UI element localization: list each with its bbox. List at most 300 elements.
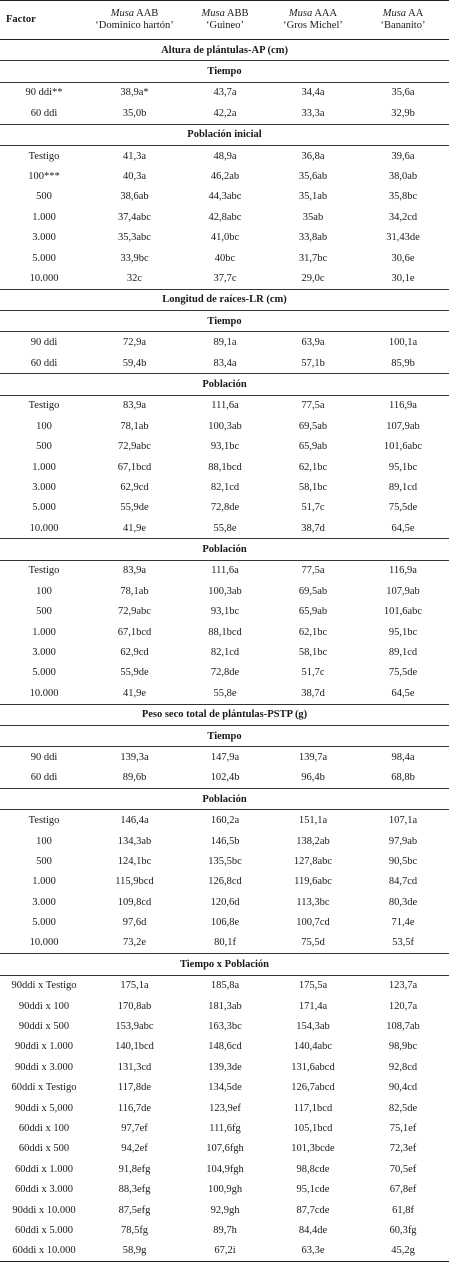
cell-value: 51,7c <box>301 502 325 514</box>
row-label: 90 ddi <box>30 751 58 763</box>
cell-value: 109,8cd <box>117 896 152 908</box>
cell-value: 181,3ab <box>208 1000 242 1012</box>
cell-value: 90,5bc <box>388 855 418 867</box>
cell-value: 101,3bcde <box>291 1143 335 1155</box>
cell-value: 111,6a <box>211 565 239 577</box>
cultivar-label: ‘Gros Michel’ <box>283 20 343 31</box>
row-label: 1.000 <box>32 876 56 888</box>
cell-value: 134,5de <box>208 1082 242 1094</box>
row-label: 60ddi x 10.000 <box>0 1241 88 1262</box>
cell-value: 89,1cd <box>388 481 418 493</box>
cell-value: 42,2a <box>181 103 269 124</box>
cell-value: 72,8de <box>210 502 240 514</box>
table-row <box>0 831 449 851</box>
row-label: 5.000 <box>32 502 56 514</box>
cell-value: 33,9bc <box>120 252 149 264</box>
row-label: Testigo <box>28 815 60 827</box>
table-row <box>0 1241 449 1262</box>
cell-value: 40,3a <box>122 171 147 183</box>
cell-value: 67,2i <box>181 1241 269 1262</box>
genus-label: Musa <box>288 8 313 19</box>
cell-value: 88,1bcd <box>208 626 242 638</box>
cell-value: 101,6abc <box>383 606 423 618</box>
row-label: 10.000 <box>0 933 88 954</box>
cell-value: 69,5ab <box>298 420 328 432</box>
cell-value: 126,7abcd <box>291 1082 335 1094</box>
cell-value: 87,5efg <box>118 1204 151 1216</box>
group-header-row <box>0 311 449 332</box>
cell-value: 41,9e <box>88 518 181 539</box>
row-label: 90ddi x 5,000 <box>14 1102 74 1114</box>
cell-value: 147,9a <box>210 751 240 763</box>
cell-value: 89,6b <box>88 768 181 789</box>
genome-label: AAA <box>314 8 338 19</box>
row-label: 3.000 <box>32 481 56 493</box>
cell-value: 35,1ab <box>298 191 328 203</box>
row-label: Testigo <box>28 565 60 577</box>
row-label: 60ddi x 3.000 <box>14 1184 74 1196</box>
cell-value: 71,4e <box>391 917 415 929</box>
row-label: 1.000 <box>32 626 56 638</box>
cell-value: 62,1bc <box>298 626 328 638</box>
table-row <box>0 642 449 662</box>
cell-value: 39,6a <box>391 150 415 162</box>
table-row <box>0 663 449 683</box>
table-row <box>0 1016 449 1036</box>
cell-value: 55,9de <box>120 667 149 679</box>
table-row <box>0 498 449 518</box>
row-label: 3.000 <box>32 647 56 659</box>
cell-value: 67,1bcd <box>117 626 152 638</box>
cell-value: 55,9de <box>120 502 149 514</box>
cell-value: 138,2ab <box>296 835 330 847</box>
cell-value: 33,3a <box>269 103 357 124</box>
table-row <box>0 1159 449 1179</box>
group-title: Tiempo <box>0 61 449 82</box>
table-row <box>0 581 449 601</box>
cell-value: 37,7c <box>181 268 269 289</box>
genome-label: AAB <box>136 8 159 19</box>
group-title: Población <box>0 374 449 395</box>
cell-value: 107,1a <box>388 815 418 827</box>
row-label: 90 ddi** <box>25 87 63 99</box>
row-label: 90ddi x 100 <box>18 1000 70 1012</box>
section-title: Longitud de raíces-LR (cm) <box>0 289 449 310</box>
row-label: 100 <box>36 420 52 432</box>
cell-value: 87,7cde <box>296 1204 330 1216</box>
cell-value: 117,1bcd <box>293 1102 333 1114</box>
cell-value: 108,7ab <box>386 1021 420 1033</box>
row-label: 60 ddi <box>0 768 88 789</box>
cell-value: 62,9cd <box>120 481 149 493</box>
cell-value: 146,5b <box>210 835 240 847</box>
cell-value: 72,8de <box>210 667 240 679</box>
genus-label: Musa <box>110 8 135 19</box>
cell-value: 41,9e <box>88 683 181 704</box>
group-header-row <box>0 725 449 746</box>
table-row <box>0 187 449 207</box>
cell-value: 131,3cd <box>117 1061 152 1073</box>
cell-value: 124,1bc <box>117 855 152 867</box>
column-header-dominico-harton <box>88 1 181 40</box>
cell-value: 148,6cd <box>208 1041 242 1053</box>
cell-value: 77,5a <box>301 400 325 412</box>
cell-value: 93,1bc <box>210 441 240 453</box>
cell-value: 126,8cd <box>208 876 242 888</box>
cell-value: 120,7a <box>388 1000 418 1012</box>
cell-value: 151,1a <box>298 815 328 827</box>
group-header-row <box>0 124 449 145</box>
table-row <box>0 1200 449 1220</box>
table-row <box>0 851 449 871</box>
cell-value: 97,9ab <box>388 835 418 847</box>
table-row <box>0 166 449 186</box>
table-body <box>0 40 449 1262</box>
table-row <box>0 353 449 374</box>
row-label: 90ddi x Testigo <box>11 980 77 992</box>
row-label: 60ddi x 100 <box>18 1123 70 1134</box>
table-row <box>0 1118 449 1138</box>
cell-value: 82,1cd <box>210 481 240 493</box>
row-label: 3.000 <box>32 232 56 244</box>
cell-value: 63,9a <box>301 337 325 349</box>
row-label: 90 ddi <box>30 337 58 349</box>
row-label: 10.000 <box>0 268 88 289</box>
table-row <box>0 602 449 622</box>
cell-value: 35,3abc <box>118 232 151 244</box>
cell-value: 95,1cde <box>296 1184 330 1196</box>
row-label: 1.000 <box>32 461 56 473</box>
cell-value: 111,6fg <box>209 1123 241 1134</box>
cell-value: 33,8ab <box>298 232 328 244</box>
table-row <box>0 975 449 996</box>
row-label: 90ddi x 1.000 <box>14 1041 74 1053</box>
cell-value: 34,4a <box>301 87 325 99</box>
table-row <box>0 228 449 248</box>
table-row <box>0 436 449 456</box>
cell-value: 105,1bcd <box>293 1123 333 1134</box>
table-row <box>0 683 449 704</box>
cell-value: 38,9a* <box>120 87 149 99</box>
genome-label: AA <box>408 8 424 19</box>
cell-value: 104,9fgh <box>206 1163 244 1175</box>
cell-value: 60,3fg <box>389 1224 417 1236</box>
cell-value: 98,8cde <box>296 1163 330 1175</box>
cell-value: 139,7a <box>298 751 328 763</box>
cell-value: 106,8e <box>210 917 240 929</box>
table-row <box>0 1098 449 1118</box>
cell-value: 107,6fgh <box>206 1143 244 1155</box>
table-header <box>0 1 449 40</box>
cell-value: 95,1bc <box>388 461 418 473</box>
cell-value: 31,43de <box>386 232 420 244</box>
cell-value: 38,0ab <box>388 171 418 183</box>
cell-value: 68,8b <box>357 768 449 789</box>
table-row <box>0 1078 449 1098</box>
cell-value: 96,4b <box>269 768 357 789</box>
cell-value: 48,9a <box>213 150 237 162</box>
cell-value: 64,5e <box>357 683 449 704</box>
cell-value: 57,1b <box>269 353 357 374</box>
cell-value: 98,4a <box>391 751 415 763</box>
cell-value: 139,3a <box>120 751 149 763</box>
cell-value: 65,9ab <box>298 441 328 453</box>
cell-value: 63,3e <box>269 1241 357 1262</box>
cell-value: 111,6a <box>211 400 239 412</box>
row-label: 10.000 <box>0 518 88 539</box>
row-label: 500 <box>36 441 52 453</box>
table-row <box>0 518 449 539</box>
cell-value: 97,6d <box>122 917 147 929</box>
table-row <box>0 268 449 289</box>
cell-value: 123,9ef <box>209 1102 241 1114</box>
group-header-row <box>0 374 449 395</box>
cell-value: 70,5ef <box>389 1163 417 1175</box>
row-label: 90ddi x 10.000 <box>12 1204 76 1216</box>
section-header-row <box>0 704 449 725</box>
group-title: Tiempo x Población <box>0 954 449 975</box>
table-row <box>0 1139 449 1159</box>
cell-value: 113,3bc <box>296 896 330 908</box>
cell-value: 30,6e <box>391 252 415 264</box>
cell-value: 45,2g <box>357 1241 449 1262</box>
cell-value: 100,7cd <box>296 917 330 929</box>
row-label: 60 ddi <box>0 103 88 124</box>
row-label: 5.000 <box>32 667 56 679</box>
cell-value: 31,7bc <box>298 252 328 264</box>
cell-value: 36,8a <box>301 150 325 162</box>
row-label: 100 <box>36 585 52 597</box>
table-row <box>0 1057 449 1077</box>
genus-label: Musa <box>382 8 407 19</box>
table-row <box>0 103 449 124</box>
cell-value: 88,3efg <box>118 1184 151 1196</box>
section-header-row <box>0 40 449 61</box>
cell-value: 89,7h <box>213 1224 237 1236</box>
cell-value: 91,8efg <box>118 1163 151 1175</box>
row-label: 60ddi x 500 <box>18 1143 70 1155</box>
cell-value: 135,5bc <box>208 855 242 867</box>
cell-value: 100,9gh <box>207 1184 243 1196</box>
cell-value: 160,2a <box>210 815 240 827</box>
group-header-row <box>0 954 449 975</box>
cell-value: 78,1ab <box>120 585 149 597</box>
cell-value: 175,5a <box>298 980 328 992</box>
cell-value: 35,8bc <box>388 191 418 203</box>
cell-value: 170,8ab <box>117 1000 152 1012</box>
cell-value: 89,1a <box>213 337 237 349</box>
factor-column-header: Factor <box>0 1 88 40</box>
row-label: 500 <box>36 191 52 203</box>
cell-value: 80,1f <box>181 933 269 954</box>
row-label: 500 <box>36 855 52 867</box>
cell-value: 75,5d <box>269 933 357 954</box>
cell-value: 69,5ab <box>298 585 328 597</box>
cell-value: 72,9abc <box>118 441 151 453</box>
row-label: Testigo <box>28 150 60 162</box>
cell-value: 92,9gh <box>210 1204 240 1216</box>
cell-value: 55,8e <box>181 683 269 704</box>
table-row <box>0 996 449 1016</box>
cell-value: 116,9a <box>389 565 417 577</box>
cell-value: 95,1bc <box>388 626 418 638</box>
cell-value: 102,4b <box>181 768 269 789</box>
cell-value: 171,4a <box>298 1000 328 1012</box>
row-label: 60 ddi <box>0 353 88 374</box>
cell-value: 83,4a <box>181 353 269 374</box>
cell-value: 107,9ab <box>386 420 420 432</box>
row-label: 60ddi x 1.000 <box>14 1163 74 1175</box>
cell-value: 77,5a <box>301 565 325 577</box>
cell-value: 30,1e <box>357 268 449 289</box>
cell-value: 35,0b <box>88 103 181 124</box>
table-row <box>0 872 449 892</box>
cell-value: 107,9ab <box>386 585 420 597</box>
column-header-guineo <box>181 1 269 40</box>
table-row <box>0 560 449 581</box>
table-row <box>0 332 449 353</box>
row-label: 1.000 <box>32 211 56 223</box>
cell-value: 51,7c <box>301 667 325 679</box>
cell-value: 100,3ab <box>208 420 242 432</box>
cell-value: 40bc <box>214 252 236 264</box>
table-row <box>0 395 449 416</box>
section-header-row <box>0 289 449 310</box>
group-title: Población inicial <box>0 124 449 145</box>
cell-value: 120,6d <box>210 896 240 908</box>
cell-value: 73,2e <box>88 933 181 954</box>
cell-value: 35ab <box>302 211 324 223</box>
cell-value: 90,4cd <box>388 1082 418 1094</box>
cell-value: 115,9bcd <box>115 876 154 888</box>
cell-value: 78,1ab <box>120 420 149 432</box>
cell-value: 43,7a <box>213 87 237 99</box>
cell-value: 64,5e <box>357 518 449 539</box>
row-label: 90ddi x 500 <box>18 1021 70 1033</box>
table-row <box>0 933 449 954</box>
cell-value: 32c <box>88 268 181 289</box>
cell-value: 75,5de <box>388 502 418 514</box>
cell-value: 117,8de <box>117 1082 152 1094</box>
section-title: Altura de plántulas-AP (cm) <box>0 40 449 61</box>
cell-value: 127,8abc <box>293 855 333 867</box>
cell-value: 131,6abcd <box>291 1061 335 1073</box>
cell-value: 119,6abc <box>294 876 332 888</box>
group-header-row <box>0 539 449 560</box>
cell-value: 62,1bc <box>298 461 328 473</box>
cell-value: 100,3ab <box>208 585 242 597</box>
cell-value: 38,7d <box>269 683 357 704</box>
row-label: 5.000 <box>32 252 56 264</box>
cultivar-label: ‘Bananito’ <box>380 20 426 31</box>
cell-value: 84,4de <box>298 1224 328 1236</box>
cultivar-label: ‘Dominico hartón’ <box>95 20 174 31</box>
cell-value: 84,7cd <box>388 876 418 888</box>
row-label: 3.000 <box>32 896 56 908</box>
cell-value: 83,9a <box>122 565 147 577</box>
cell-value: 83,9a <box>122 400 147 412</box>
row-label: Testigo <box>28 400 60 412</box>
cell-value: 67,1bcd <box>117 461 152 473</box>
table-row <box>0 82 449 103</box>
cell-value: 38,6ab <box>120 191 149 203</box>
cell-value: 58,9g <box>88 1241 181 1262</box>
cell-value: 93,1bc <box>210 606 240 618</box>
table-row <box>0 1037 449 1057</box>
cell-value: 38,7d <box>269 518 357 539</box>
table-row <box>0 457 449 477</box>
cell-value: 72,3ef <box>389 1143 417 1155</box>
cell-value: 88,1bcd <box>208 461 242 473</box>
cell-value: 78,5fg <box>120 1224 149 1236</box>
cell-value: 89,1cd <box>388 647 418 659</box>
cell-value: 46,2ab <box>210 171 240 183</box>
cell-value: 116,7de <box>117 1102 152 1114</box>
cell-value: 53,5f <box>357 933 449 954</box>
cell-value: 75,1ef <box>389 1123 417 1134</box>
cell-value: 58,1bc <box>298 481 328 493</box>
cell-value: 35,6a <box>391 87 415 99</box>
group-title: Tiempo <box>0 725 449 746</box>
cell-value: 58,1bc <box>298 647 328 659</box>
cell-value: 44,3abc <box>208 191 242 203</box>
cell-value: 92,8cd <box>388 1061 418 1073</box>
cell-value: 116,9a <box>389 400 417 412</box>
row-label: 60ddi x Testigo <box>11 1082 77 1094</box>
genome-label: ABB <box>226 8 249 19</box>
cell-value: 37,4abc <box>118 211 151 223</box>
genus-label: Musa <box>201 8 225 19</box>
cell-value: 41,3a <box>122 150 147 162</box>
cell-value: 80,3de <box>388 896 418 908</box>
table-row <box>0 207 449 227</box>
cell-value: 72,9a <box>122 337 147 349</box>
column-header-gros-michel <box>269 1 357 40</box>
cell-value: 34,2cd <box>388 211 418 223</box>
cell-value: 29,0c <box>269 268 357 289</box>
row-label: 100 <box>36 835 52 847</box>
cell-value: 65,9ab <box>298 606 328 618</box>
group-title: Población <box>0 789 449 810</box>
row-label: 60ddi x 5.000 <box>14 1224 74 1236</box>
group-header-row <box>0 789 449 810</box>
table-row <box>0 477 449 497</box>
cell-value: 35,6ab <box>298 171 328 183</box>
cell-value: 101,6abc <box>383 441 423 453</box>
table-row <box>0 892 449 912</box>
cell-value: 100,1a <box>388 337 418 349</box>
cell-value: 82,5de <box>388 1102 418 1114</box>
table-row <box>0 416 449 436</box>
cell-value: 32,9b <box>357 103 449 124</box>
cell-value: 153,9abc <box>115 1021 154 1033</box>
column-header-bananito <box>357 1 449 40</box>
row-label: 100*** <box>28 171 60 183</box>
section-title: Peso seco total de plántulas-PSTP (g) <box>0 704 449 725</box>
cell-value: 55,8e <box>181 518 269 539</box>
table-row <box>0 768 449 789</box>
cell-value: 98,9bc <box>388 1041 418 1053</box>
cell-value: 59,4b <box>88 353 181 374</box>
cell-value: 154,3ab <box>296 1021 330 1033</box>
row-label: 500 <box>36 606 52 618</box>
cell-value: 175,1a <box>120 980 149 992</box>
table-row <box>0 248 449 268</box>
cultivar-label: ‘Guineo’ <box>206 20 244 31</box>
table-row <box>0 912 449 932</box>
table-row <box>0 1179 449 1199</box>
cell-value: 134,3ab <box>117 835 152 847</box>
